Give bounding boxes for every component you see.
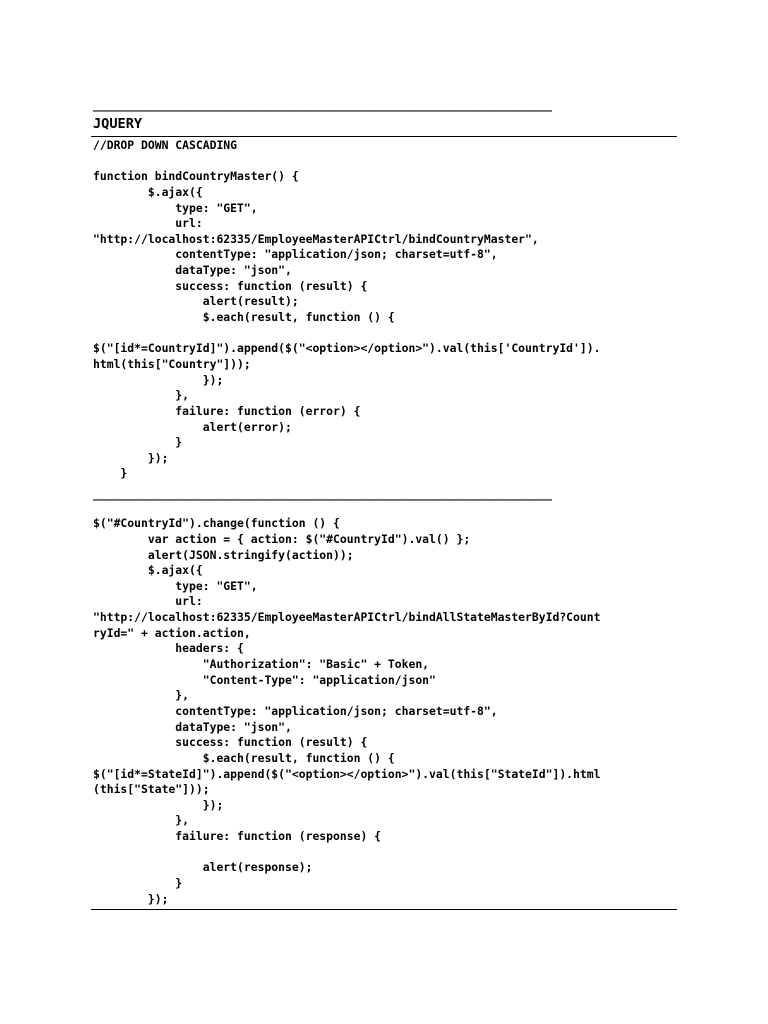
code-line-block1: alert(error); bbox=[93, 419, 292, 434]
code-line-block1 bbox=[93, 326, 600, 342]
code-line-block1: dataType: "json", bbox=[93, 263, 292, 278]
code-line-block1: $.each(result, function () { bbox=[93, 310, 395, 325]
code-line-block1: html(this["Country"])); bbox=[93, 356, 251, 371]
code-block-bind-country-master bbox=[93, 154, 600, 482]
code-line-block1: "http://localhost:62335/EmployeeMasterAPICtrl/bindCountryMaster", bbox=[93, 231, 539, 246]
code-line-block2: (this["State"])); bbox=[93, 782, 210, 797]
code-line-block1: $.ajax({ bbox=[93, 184, 203, 199]
code-line-block1: } bbox=[93, 466, 128, 481]
code-line-block2: alert(response); bbox=[93, 860, 313, 875]
code-line-block1: url: bbox=[93, 216, 203, 231]
code-line-block2: }, bbox=[93, 813, 190, 828]
code-line-block2: "Content-Type": "application/json" bbox=[93, 672, 436, 687]
code-line-block1: contentType: "application/json; charset=utf-8", bbox=[93, 247, 498, 262]
code-line-block2: contentType: "application/json; charset=utf-8", bbox=[93, 703, 498, 718]
code-line-block1 bbox=[93, 154, 600, 170]
code-line-block1: alert(result); bbox=[93, 294, 299, 309]
code-line-block2: alert(JSON.stringify(action)); bbox=[93, 547, 354, 562]
code-line-block2 bbox=[93, 501, 600, 517]
code-line-block1: }); bbox=[93, 372, 224, 387]
code-line-block1: } bbox=[93, 435, 183, 450]
code-line-block2: $("[id*=StateId]").append($("<option></option>").val(this["StateId"]).html bbox=[93, 766, 601, 781]
code-line-block2: $.each(result, function () { bbox=[93, 750, 395, 765]
code-line-block1: type: "GET", bbox=[93, 200, 258, 215]
section-heading: JQUERY bbox=[93, 116, 143, 132]
code-line-block2: }); bbox=[93, 797, 224, 812]
bottom-divider bbox=[91, 909, 677, 910]
code-line-block1: }); bbox=[93, 450, 169, 465]
code-line-block2: url: bbox=[93, 594, 203, 609]
code-line-block2: headers: { bbox=[93, 641, 244, 656]
code-line-block2: ryId=" + action.action, bbox=[93, 625, 251, 640]
code-line-block2: type: "GET", bbox=[93, 578, 258, 593]
code-line-block2 bbox=[93, 845, 600, 861]
code-line-block2: var action = { action: $("#CountryId").val() }; bbox=[93, 531, 471, 546]
code-block-country-change-handler bbox=[93, 501, 600, 908]
code-line-block2: } bbox=[93, 876, 183, 891]
code-line-block1: failure: function (error) { bbox=[93, 403, 361, 418]
code-line-block1: success: function (result) { bbox=[93, 278, 368, 293]
code-line-block2: dataType: "json", bbox=[93, 719, 292, 734]
code-line-block2: $("#CountryId").change(function () { bbox=[93, 516, 340, 531]
code-line-block2: $.ajax({ bbox=[93, 563, 203, 578]
code-line-block2: failure: function (response) { bbox=[93, 829, 382, 844]
code-line-block2: "Authorization": "Basic" + Token, bbox=[93, 657, 430, 672]
top-underscore-line: ________________________________________________________________________________ bbox=[93, 98, 553, 112]
code-line-block2: "http://localhost:62335/EmployeeMasterAPICtrl/bindAllStateMasterById?Count bbox=[93, 610, 601, 625]
code-line-block1: $("[id*=CountryId]").append($("<option></option>").val(this['CountryId']). bbox=[93, 341, 601, 356]
middle-underscore-line: ________________________________________________________________________________ bbox=[93, 487, 553, 501]
code-line-block2: }, bbox=[93, 688, 190, 703]
code-line-block1: }, bbox=[93, 388, 190, 403]
code-line-block2: success: function (result) { bbox=[93, 735, 368, 750]
code-line-block2: }); bbox=[93, 891, 169, 906]
section-comment: //DROP DOWN CASCADING bbox=[93, 138, 238, 152]
code-line-block1: function bindCountryMaster() { bbox=[93, 169, 299, 184]
heading-divider bbox=[91, 136, 677, 137]
